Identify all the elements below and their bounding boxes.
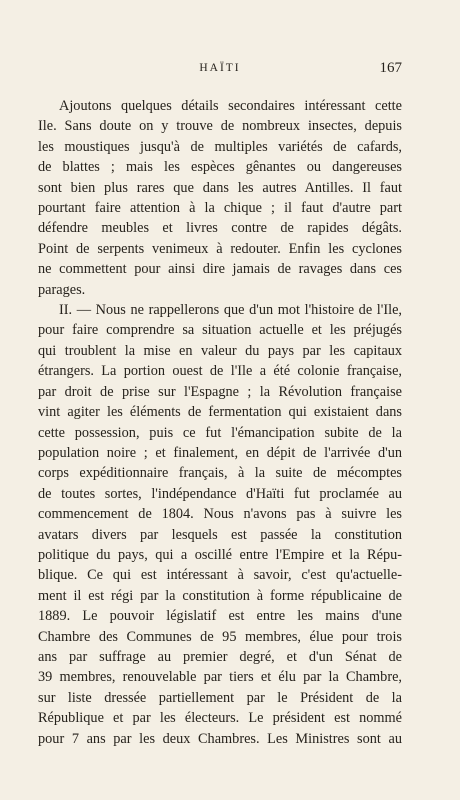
text-line: cette possession, puis ce fut l'émancipation subite de la: [38, 424, 402, 441]
text-line: vint agiter les éléments de fermentation qui existaient dans: [38, 404, 402, 421]
text-line: pour 7 ans par les deux Chambres. Les Ministres sont au: [38, 730, 402, 747]
text-line: corps expéditionnaire français, à la suite de mécomptes: [38, 465, 402, 482]
text-line: ans par suffrage au premier degré, et d'un Sénat de: [38, 648, 402, 665]
text-line: défendre meubles et livres contre de rapides dégâts.: [38, 220, 402, 237]
text-line: les moustiques jusqu'à de multiples variétés de cafards,: [38, 138, 402, 155]
text-line: ne commettent pour ainsi dire jamais de ravages dans ces: [38, 261, 402, 278]
page-header: [38, 62, 402, 82]
text-line: II. — Nous ne rappellerons que d'un mot l'histoire de l'Ile,: [59, 302, 402, 319]
text-line: parages.: [38, 281, 86, 298]
text-line: avatars divers par lesquels est passée la constitution: [38, 526, 402, 543]
text-line: qui troublent la mise en valeur du pays par les capitaux: [38, 342, 402, 359]
text-line: 39 membres, renouvelable par tiers et élu par la Chambre,: [38, 669, 402, 686]
text-line: Point de serpents venimeux à redouter. Enfin les cyclones: [38, 240, 402, 257]
text-line: 1889. Le pouvoir législatif est entre les mains d'une: [38, 608, 402, 625]
paragraph-2: [38, 300, 402, 749]
paragraph-1: [38, 96, 402, 300]
text-line: de blattes ; mais les espèces gênantes ou dangereuses: [38, 159, 402, 176]
text-line: Ajoutons quelques détails secondaires intéressant cette: [59, 98, 402, 114]
text-line: population noire ; et finalement, en dépit de l'arrivée d'un: [38, 444, 402, 461]
text-line: politique du pays, qui a oscillé entre l'Empire et la Répu-: [38, 546, 402, 563]
text-line: pour faire comprendre sa situation actuelle et les préjugés: [38, 322, 402, 339]
body-text: [38, 96, 402, 749]
running-head: HAÏTI: [199, 62, 241, 74]
text-line: étrangers. La portion ouest de l'Ile a été colonie française,: [38, 363, 402, 380]
text-line: sur liste dressée partiellement par le Président de la: [38, 689, 402, 706]
text-line: ment il est régi par la constitution à forme républicaine de: [38, 587, 402, 604]
text-line: Ile. Sans doute on y trouve de nombreux insectes, depuis: [38, 118, 402, 135]
page-number: 167: [379, 60, 402, 76]
text-line: Chambre des Communes de 95 membres, élue pour trois: [38, 628, 402, 645]
text-line: par droit de prise sur l'Espagne ; la Révolution française: [38, 383, 402, 400]
text-line: de toutes sortes, l'indépendance d'Haïti fut proclamée au: [38, 485, 402, 502]
text-line: blique. Ce qui est intéressant à savoir, c'est qu'actuelle-: [38, 567, 402, 584]
text-line: pourtant faire attention à la chique ; il faut d'autre part: [38, 200, 402, 217]
text-line: commencement de 1804. Nous n'avons pas à suivre les: [38, 506, 402, 523]
text-line: République et par les électeurs. Le président est nommé: [38, 710, 402, 727]
text-line: sont bien plus rares que dans les autres Antilles. Il faut: [38, 179, 402, 196]
